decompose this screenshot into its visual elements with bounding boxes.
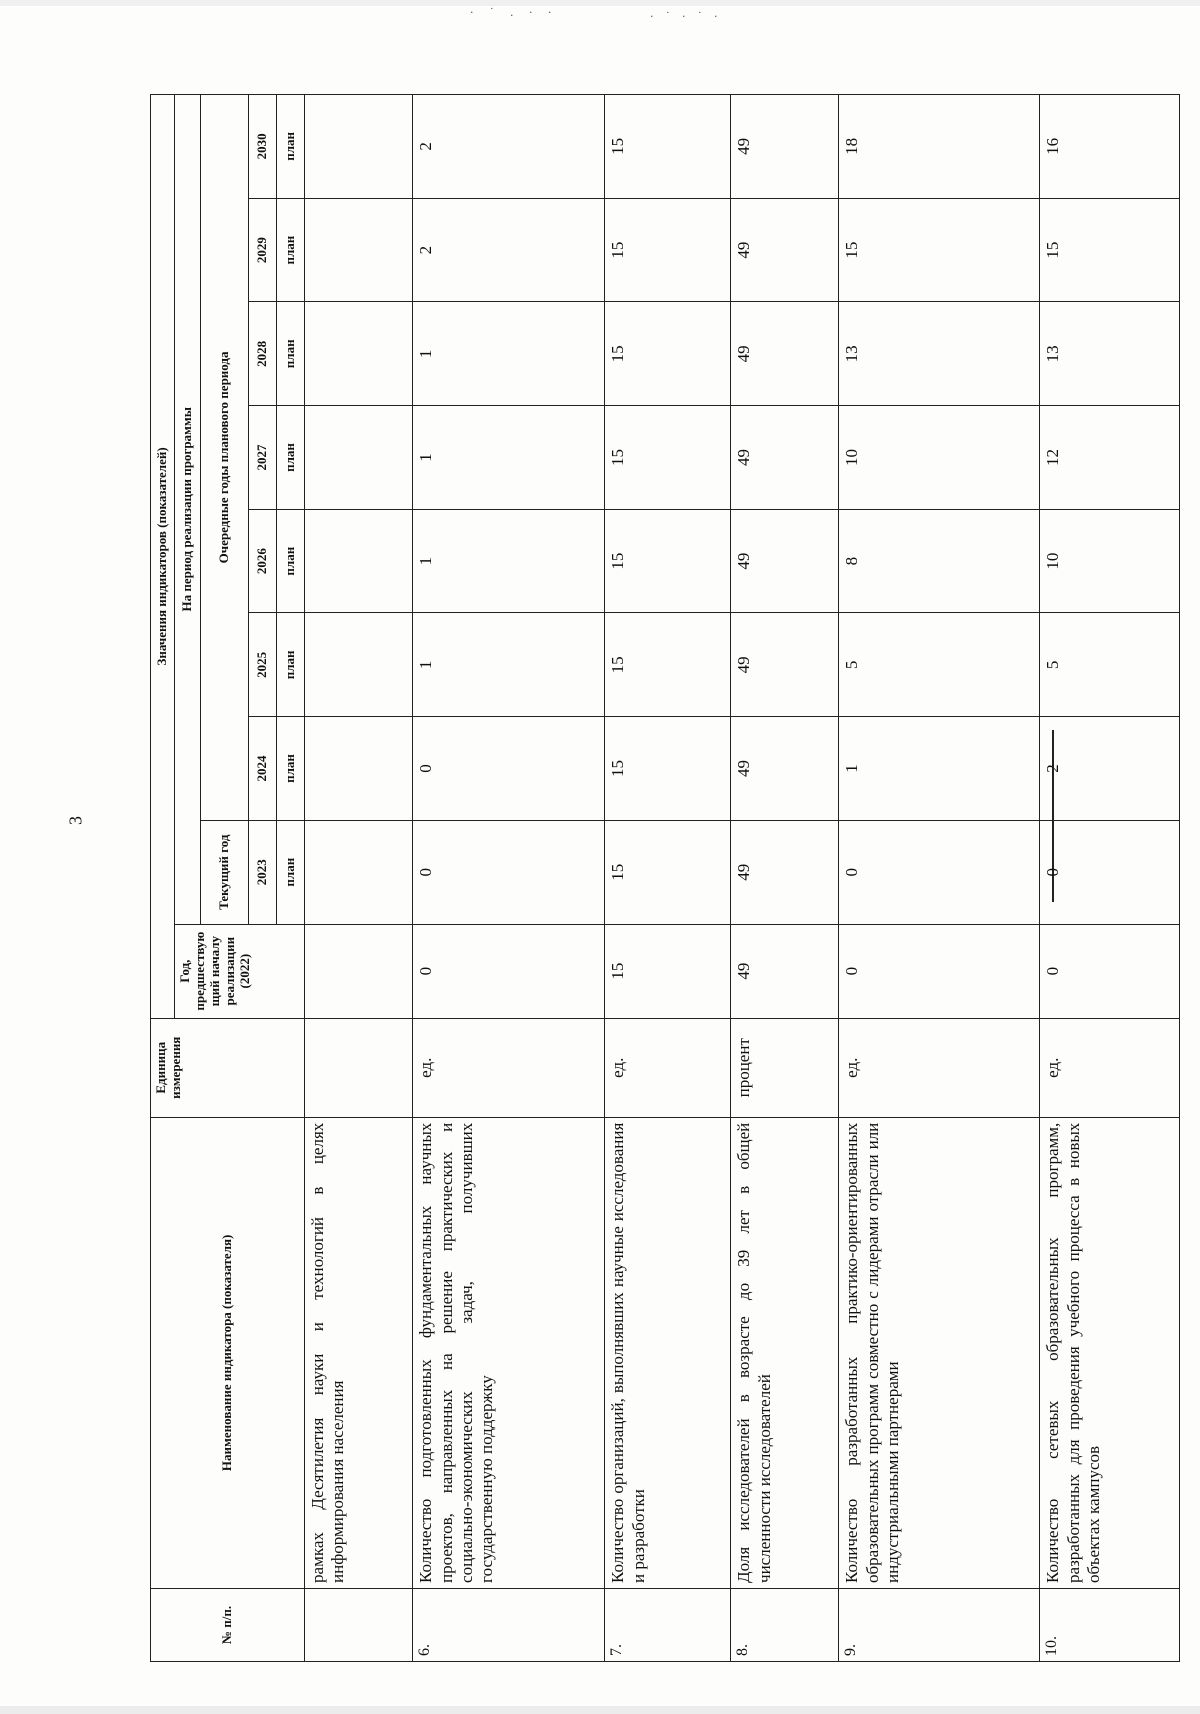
year-value: 49 [731, 95, 839, 199]
year-value [305, 717, 413, 821]
year-value: 2 [413, 95, 605, 199]
scan-noise: · ˙ . · · [470, 6, 558, 19]
year-value [305, 95, 413, 199]
header-plan: план [277, 717, 305, 821]
year-value: 2 [1040, 717, 1180, 821]
year-value: 15 [839, 198, 1040, 302]
table-row [413, 95, 605, 1662]
year-value: 15 [1040, 198, 1180, 302]
year-value: 15 [605, 820, 731, 924]
year-value: 0 [413, 820, 605, 924]
year-value: 0 [413, 717, 605, 821]
header-year: 2027 [249, 406, 277, 510]
year-value: 49 [731, 717, 839, 821]
header-year: 2028 [249, 302, 277, 406]
year-value: 13 [1040, 302, 1180, 406]
header-plan: план [277, 198, 305, 302]
base-year-value: 49 [731, 924, 839, 1018]
header-current-year: Текущий год [201, 820, 249, 924]
header-year: 2026 [249, 509, 277, 613]
base-year-value: 0 [413, 924, 605, 1018]
year-value: 1 [413, 509, 605, 613]
unit-cell: ед. [1040, 1018, 1180, 1117]
base-year-value [305, 924, 413, 1018]
row-number: 6. [413, 1588, 605, 1661]
indicator-name: рамках Десятилетия науки и технологий в целях информирования населения [305, 1117, 413, 1588]
year-value: 18 [839, 95, 1040, 199]
header-num: № п/п. [151, 1588, 305, 1661]
year-value: 10 [839, 406, 1040, 510]
scan-edge-bottom [0, 1706, 1200, 1714]
year-value: 12 [1040, 406, 1180, 510]
year-value: 1 [413, 406, 605, 510]
year-value: 1 [839, 717, 1040, 821]
indicator-name: Количество подготовленных фундаментальных научных проектов, направленных на решение практических и социально-экономических задач, получивших государственную поддержку [413, 1117, 605, 1588]
year-value: 0 [1040, 820, 1180, 924]
table-row [305, 95, 413, 1662]
year-value: 5 [1040, 613, 1180, 717]
row-number: 8. [731, 1588, 839, 1661]
header-period: На период реализации программы [175, 95, 201, 925]
year-value: 5 [839, 613, 1040, 717]
header-year: 2030 [249, 95, 277, 199]
year-value: 49 [731, 509, 839, 613]
year-value: 2 [413, 198, 605, 302]
header-year: 2024 [249, 717, 277, 821]
year-value [305, 198, 413, 302]
indicator-name: Количество сетевых образовательных программ, разработанных для проведения учебного процесса в новых объектах кампусов [1040, 1117, 1180, 1588]
year-value: 16 [1040, 95, 1180, 199]
year-value: 1 [413, 613, 605, 717]
header-next-years: Очередные годы планового периода [201, 95, 249, 821]
base-year-value: 0 [839, 924, 1040, 1018]
table-row [839, 95, 1040, 1662]
year-value: 15 [605, 198, 731, 302]
indicator-table [150, 94, 1180, 1662]
header-year: 2025 [249, 613, 277, 717]
year-value: 15 [605, 509, 731, 613]
year-value: 13 [839, 302, 1040, 406]
year-value [305, 613, 413, 717]
base-year-value: 15 [605, 924, 731, 1018]
header-year: 2023 [249, 820, 277, 924]
indicator-name: Доля исследователей в возрасте до 39 лет в общей численности исследователей [731, 1117, 839, 1588]
unit-cell: ед. [413, 1018, 605, 1117]
year-value: 0 [839, 820, 1040, 924]
indicator-name: Количество организаций, выполнявших научные исследования и разработки [605, 1117, 731, 1588]
header-plan: план [277, 302, 305, 406]
year-value [305, 406, 413, 510]
year-value: 49 [731, 406, 839, 510]
base-year-value: 0 [1040, 924, 1180, 1018]
year-value: 49 [731, 198, 839, 302]
row-number: 7. [605, 1588, 731, 1661]
unit-cell: ед. [839, 1018, 1040, 1117]
year-value: 10 [1040, 509, 1180, 613]
year-value: 15 [605, 95, 731, 199]
indicator-name: Количество разработанных практико-ориентированных образовательных программ совместно с лидерами отрасли или индустриальными партнерами [839, 1117, 1040, 1588]
unit-cell: процент [731, 1018, 839, 1117]
unit-cell [305, 1018, 413, 1117]
row-number: 10. [1040, 1588, 1180, 1661]
header-values: Значения индикаторов (показателей) [151, 95, 175, 1019]
year-value: 15 [605, 406, 731, 510]
year-value: 15 [605, 302, 731, 406]
table-row [1040, 95, 1180, 1662]
header-plan: план [277, 613, 305, 717]
year-value: 49 [731, 820, 839, 924]
header-unit: Единица измерения [151, 1018, 305, 1117]
year-value: 49 [731, 613, 839, 717]
table-row [731, 95, 839, 1662]
rotated-table-container [150, 94, 1180, 1662]
indicator-rows [305, 95, 1180, 1662]
header-year: 2029 [249, 198, 277, 302]
header-base-year: Год, предшествую щий началу реализации (2022) [175, 924, 305, 1018]
row-number [305, 1588, 413, 1661]
scan-edge-top [0, 0, 1200, 6]
page-number: 3 [65, 816, 86, 825]
year-value: 1 [413, 302, 605, 406]
year-value: 8 [839, 509, 1040, 613]
scan-noise-2: · ˙ · ˙ · [650, 10, 722, 23]
header-plan: план [277, 820, 305, 924]
year-value: 15 [605, 613, 731, 717]
year-value: 49 [731, 302, 839, 406]
unit-cell: ед. [605, 1018, 731, 1117]
header-plan: план [277, 406, 305, 510]
year-value [305, 302, 413, 406]
header-plan: план [277, 95, 305, 199]
table-row [605, 95, 731, 1662]
year-value [305, 820, 413, 924]
header-name: Наименование индикатора (показателя) [151, 1117, 305, 1588]
row-number: 9. [839, 1588, 1040, 1661]
year-value: 15 [605, 717, 731, 821]
year-value [305, 509, 413, 613]
header-plan: план [277, 509, 305, 613]
